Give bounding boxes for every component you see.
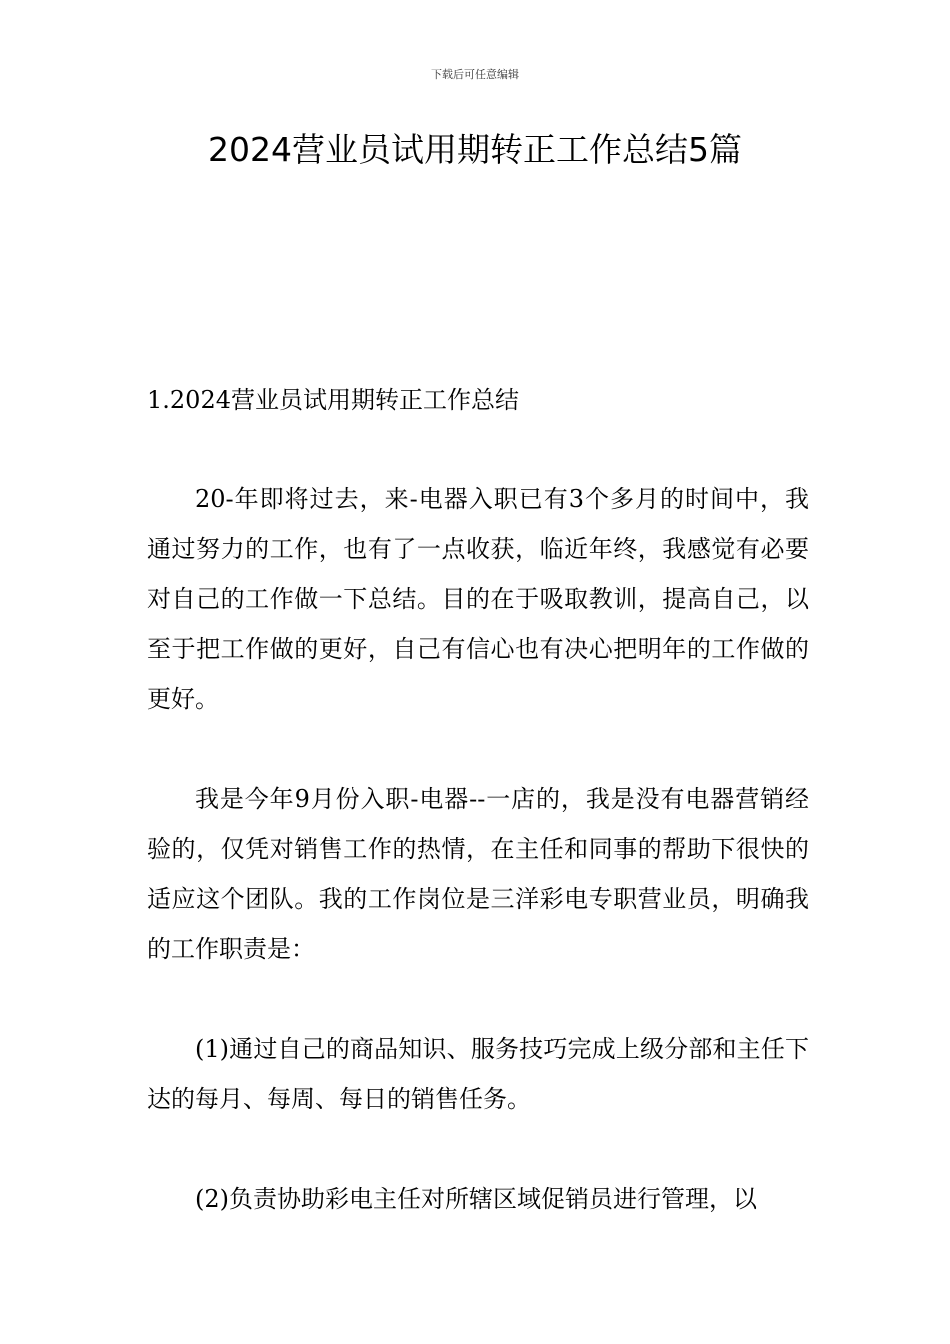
document-title: 2024营业员试用期转正工作总结5篇 [208,130,742,169]
paragraph-duty-1: (1)通过自己的商品知识、服务技巧完成上级分部和主任下达的每月、每周、每日的销售任务。 [147,1035,809,1113]
paragraph-intro: 20-年即将过去，来-电器入职已有3个多月的时间中，我通过努力的工作，也有了一点收获，临近年终，我感觉有必要对自己的工作做一下总结。目的在于吸取教训，提高自己，以至于把工作做的更好，自己有信心也有决心把明年的工作做的更好。 [147,485,809,713]
paragraph-background: 我是今年9月份入职-电器--一店的，我是没有电器营销经验的，仅凭对销售工作的热情，在主任和同事的帮助下很快的适应这个团队。我的工作岗位是三洋彩电专职营业员，明确我的工作职责是： [147,785,809,963]
section-heading: 1.2024营业员试用期转正工作总结 [147,386,519,414]
header-note: 下载后可任意编辑 [431,68,519,81]
paragraph-duty-2: (2)负责协助彩电主任对所辖区域促销员进行管理，以 [195,1185,757,1213]
